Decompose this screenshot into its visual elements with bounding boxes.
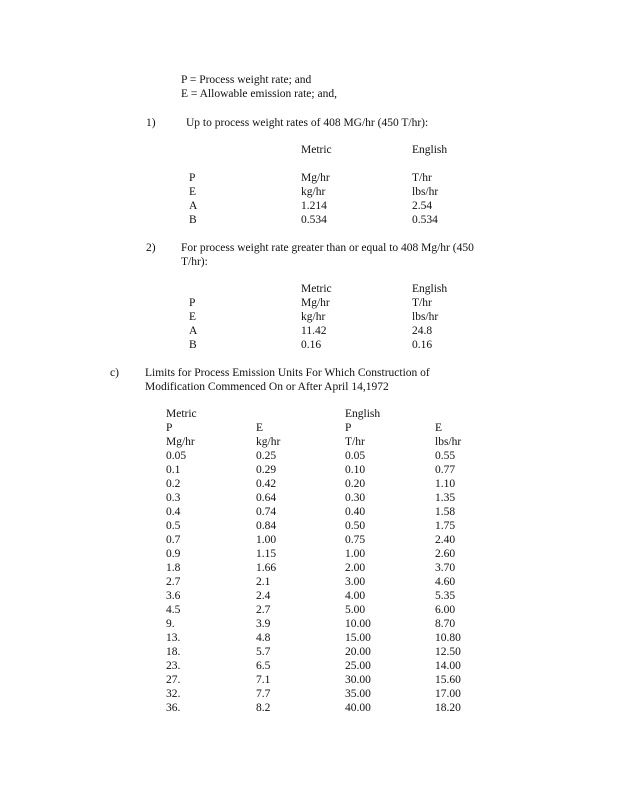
table-cell: 7.1: [256, 674, 271, 686]
item2-symbols: [189, 296, 197, 352]
section-c-label: c): [110, 367, 119, 379]
item1-metric-value: 0.534: [301, 214, 327, 226]
table-cell: 1.00: [345, 548, 366, 560]
section-c-title-line1: Limits for Process Emission Units For Which Construction of: [145, 367, 430, 379]
table-cell: 0.55: [435, 450, 456, 462]
table-cell: 12.50: [435, 646, 461, 658]
table-column-metric-e: [256, 421, 280, 715]
table-cell: 1.10: [435, 478, 456, 490]
table-cell: 30.00: [345, 674, 371, 686]
item2-english-value: 0.16: [412, 339, 433, 351]
table-cell: 1.66: [256, 562, 277, 574]
table-cell: 7.7: [256, 688, 271, 700]
section-c-title-line2: Modification Commenced On or After April 14,1972: [145, 381, 389, 393]
table-column-metric-p: [166, 421, 195, 715]
item2-number: 2): [146, 242, 156, 254]
table-cell: 0.77: [435, 464, 456, 476]
table-cell: 3.00: [345, 576, 366, 588]
table-cell: 0.4: [166, 506, 181, 518]
table-cell: 0.75: [345, 534, 366, 546]
item2-english-header: English: [412, 283, 448, 295]
table-cell: 3.6: [166, 590, 181, 602]
item1-metric-value: Mg/hr: [301, 172, 330, 184]
table-cell: 4.5: [166, 604, 181, 616]
table-cell: 10.00: [345, 618, 371, 630]
item2-metric-value: 0.16: [301, 339, 322, 351]
item2-english-value: lbs/hr: [412, 311, 439, 323]
item2-english-value: 24.8: [412, 325, 433, 337]
table-cell: 0.1: [166, 464, 181, 476]
item1-text: Up to process weight rates of 408 MG/hr (450 T/hr):: [186, 117, 429, 129]
table-cell: 0.7: [166, 534, 181, 546]
table-cell: 2.7: [166, 576, 181, 588]
table-cell: 15.00: [345, 632, 371, 644]
table-cell: 1.00: [256, 534, 277, 546]
item2-metric-header: Metric: [301, 283, 332, 295]
table-cell: 17.00: [435, 688, 461, 700]
table-cell: 0.30: [345, 492, 366, 504]
table-cell: 25.00: [345, 660, 371, 672]
item1-symbol: P: [189, 172, 196, 184]
table-cell: 5.00: [345, 604, 366, 616]
table-cell: 13.: [166, 632, 181, 644]
table-cell: 23.: [166, 660, 181, 672]
column-unit: kg/hr: [256, 436, 281, 448]
table-cell: 18.20: [435, 702, 461, 714]
table-cell: 8.2: [256, 702, 271, 714]
table-cell: 20.00: [345, 646, 371, 658]
item2-text-line2: T/hr):: [181, 256, 208, 268]
table-cell: 35.00: [345, 688, 371, 700]
table-cell: 2.00: [345, 562, 366, 574]
table-cell: 0.3: [166, 492, 181, 504]
item1-symbol: B: [189, 214, 197, 226]
table-cell: 0.50: [345, 520, 366, 532]
item2-symbol: E: [189, 311, 197, 323]
table-cell: 9.: [166, 618, 175, 630]
item2-english-value: T/hr: [412, 297, 432, 309]
column-header: E: [256, 422, 264, 434]
column-unit: T/hr: [345, 436, 365, 448]
table-cell: 4.8: [256, 632, 271, 644]
table-cell: 0.29: [256, 464, 277, 476]
table-cell: 2.60: [435, 548, 456, 560]
item1-symbol: A: [189, 200, 198, 212]
table-cell: 0.05: [166, 450, 187, 462]
item2-metric-value: kg/hr: [301, 311, 326, 323]
table-cell: 10.80: [435, 632, 461, 644]
table-cell: 14.00: [435, 660, 461, 672]
column-unit: Mg/hr: [166, 436, 195, 448]
table-cell: 6.00: [435, 604, 456, 616]
table-cell: 1.15: [256, 548, 277, 560]
column-header: E: [435, 422, 443, 434]
table-cell: 3.9: [256, 618, 271, 630]
column-header: P: [166, 422, 173, 434]
item1-metric-value: 1.214: [301, 200, 327, 212]
item1-symbol: E: [189, 186, 197, 198]
table-cell: 6.5: [256, 660, 271, 672]
table-cell: 0.74: [256, 506, 277, 518]
table-cell: 2.4: [256, 590, 271, 602]
item1-metric-values: [301, 171, 330, 227]
table-cell: 0.10: [345, 464, 366, 476]
table-cell: 27.: [166, 674, 181, 686]
section-c-english-header: English: [345, 408, 381, 420]
item1-english-value: lbs/hr: [412, 186, 439, 198]
item2-text-line1: For process weight rate greater than or equal to 408 Mg/hr (450: [181, 242, 474, 254]
table-cell: 0.20: [345, 478, 366, 490]
table-cell: 2.7: [256, 604, 271, 616]
table-cell: 8.70: [435, 618, 456, 630]
table-cell: 1.75: [435, 520, 456, 532]
table-cell: 0.40: [345, 506, 366, 518]
item1-english-header: English: [412, 144, 448, 156]
table-column-english-e: [435, 421, 461, 715]
item1-english-value: T/hr: [412, 172, 432, 184]
table-cell: 36.: [166, 702, 181, 714]
item2-symbol: A: [189, 325, 198, 337]
item2-english-values: [412, 296, 438, 352]
table-cell: 0.05: [345, 450, 366, 462]
table-cell: 5.35: [435, 590, 456, 602]
table-cell: 32.: [166, 688, 181, 700]
item2-metric-value: 11.42: [301, 325, 327, 337]
table-cell: 2.1: [256, 576, 271, 588]
table-cell: 0.42: [256, 478, 277, 490]
item1-symbols: [189, 171, 197, 227]
table-cell: 0.9: [166, 548, 181, 560]
table-cell: 3.70: [435, 562, 456, 574]
table-cell: 1.35: [435, 492, 456, 504]
column-unit: lbs/hr: [435, 436, 462, 448]
table-cell: 15.60: [435, 674, 461, 686]
item2-metric-value: Mg/hr: [301, 297, 330, 309]
table-cell: 4.60: [435, 576, 456, 588]
item2-symbol: P: [189, 297, 196, 309]
column-header: P: [345, 422, 352, 434]
table-cell: 1.8: [166, 562, 181, 574]
table-cell: 40.00: [345, 702, 371, 714]
table-column-english-p: [345, 421, 371, 715]
table-cell: 2.40: [435, 534, 456, 546]
item1-english-values: [412, 171, 438, 227]
section-c-metric-header: Metric: [166, 408, 197, 420]
table-cell: 0.25: [256, 450, 277, 462]
item1-english-value: 2.54: [412, 200, 433, 212]
definition-e: E = Allowable emission rate; and,: [181, 88, 337, 100]
item1-english-value: 0.534: [412, 214, 438, 226]
item2-metric-values: [301, 296, 330, 352]
table-cell: 0.84: [256, 520, 277, 532]
definition-p: P = Process weight rate; and: [181, 74, 312, 86]
table-cell: 0.5: [166, 520, 181, 532]
table-cell: 1.58: [435, 506, 456, 518]
item1-number: 1): [146, 117, 156, 129]
table-cell: 0.64: [256, 492, 277, 504]
table-cell: 5.7: [256, 646, 271, 658]
item2-symbol: B: [189, 339, 197, 351]
item1-metric-value: kg/hr: [301, 186, 326, 198]
table-cell: 18.: [166, 646, 181, 658]
table-cell: 0.2: [166, 478, 181, 490]
table-cell: 4.00: [345, 590, 366, 602]
item1-metric-header: Metric: [301, 144, 332, 156]
